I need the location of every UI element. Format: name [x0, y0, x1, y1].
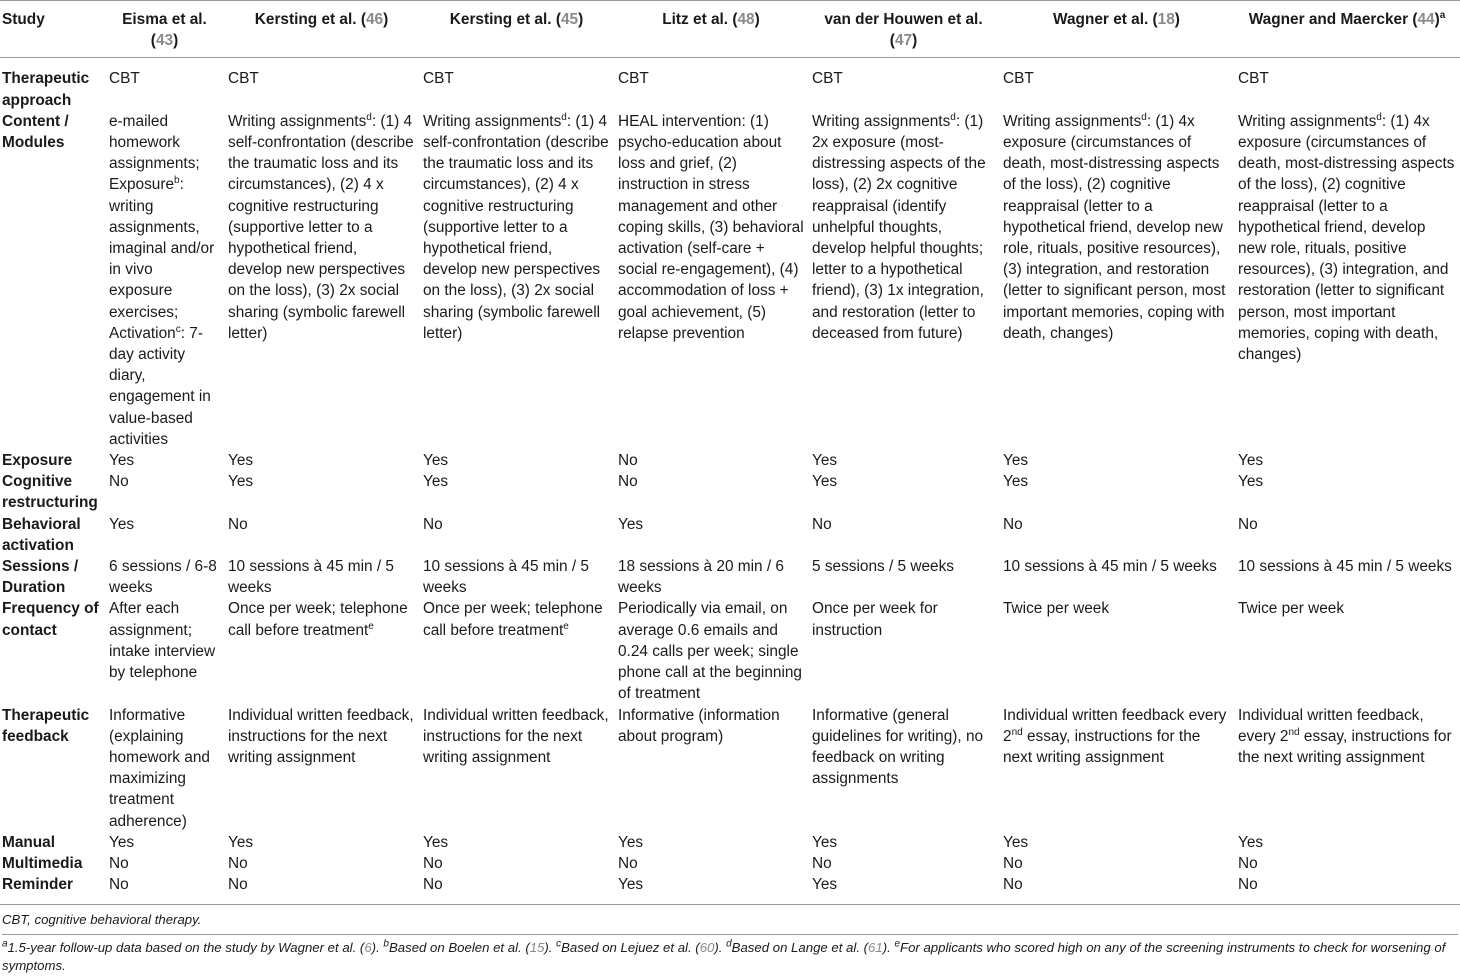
table-cell: Yes [109, 515, 135, 533]
table-cell: 10 sessions à 45 min / 5 weeks [1238, 558, 1452, 576]
table-cell: CBT [423, 70, 454, 88]
table-footnotes [0, 905, 1460, 976]
table-cell: 18 sessions à 20 min / 6 weeks [618, 558, 784, 597]
table-cell: Periodically via email, on average 0.6 emails and 0.24 calls per week; single phone call at the beginning of treatment [618, 600, 802, 703]
table-cell: No [1003, 515, 1023, 533]
row-label: Content / Modules [2, 112, 69, 152]
table-cell: Informative (explaining homework and maximizing treatment adherence) [109, 706, 210, 830]
header-col-7: Wagner and Maercker $(44)^a$ [1248, 9, 1446, 28]
table-row-behavioral [0, 514, 1460, 556]
row-label: Exposure [2, 452, 73, 470]
table-cell: Yes [423, 473, 449, 491]
table-cell: Yes [228, 473, 254, 491]
table-cell: Writing assignments$^d$: (1) 4 self-confrontation (describe the traumatic loss and its circumstances), (2) 4 x cognitive restructuring (supportive letter to a hypothetical friend, develop new perspectives on the loss), (3) 2x social sharing (symbolic farewell letter) [423, 111, 609, 342]
table-cell: Twice per week [1238, 600, 1345, 618]
table-cell: CBT [228, 70, 259, 88]
table-cell: No [228, 515, 248, 533]
row-label: Sessions / Duration [2, 558, 79, 597]
table-cell: No [812, 854, 832, 872]
table-row-feedback [0, 705, 1460, 832]
table-cell: No [109, 854, 129, 872]
table-cell: Informative (information about program) [618, 706, 780, 745]
table-cell: CBT [1238, 70, 1269, 88]
table-cell: No [1238, 876, 1258, 894]
table-row-content [0, 111, 1460, 450]
table-cell: 10 sessions à 45 min / 5 weeks [1003, 558, 1217, 576]
row-label: Therapeutic approach [2, 70, 90, 109]
table-cell: HEAL intervention: (1) psycho-education about loss and grief, (2) instruction in stress management and other coping skills, (3) behavioral activation (self-care + social re-engagement), (4) accommodation of loss + goal achievement, (5) relapse prevention [618, 112, 804, 342]
row-label: Frequency of contact [2, 600, 99, 639]
table-row-frequency [0, 598, 1460, 704]
header-study: Study [2, 11, 45, 28]
table-cell: Yes [812, 473, 838, 491]
table-cell: No [423, 876, 443, 894]
table-cell: CBT [618, 70, 649, 88]
table-cell: CBT [1003, 70, 1034, 88]
table-cell: CBT [812, 70, 843, 88]
row-label: Behavioral activation [2, 515, 81, 554]
table-cell: Writing assignments$^d$: (1) 4 self-confrontation (describe the traumatic loss and its circumstances), (2) 4 x cognitive restructuring (supportive letter to a hypothetical friend, develop new perspectives on the loss), (3) 2x social sharing (symbolic farewell letter) [228, 111, 414, 342]
table-cell: 5 sessions / 5 weeks [812, 558, 955, 576]
row-label: Manual [2, 833, 56, 851]
table-cell: Yes [1238, 473, 1264, 491]
header-col-2: Kersting et al. (46) [254, 11, 389, 28]
table-cell: CBT [109, 70, 140, 88]
table-cell: Yes [812, 876, 838, 894]
header-col-3: Kersting et al. (45) [449, 11, 584, 28]
table-cell: Individual written feedback every 2nd essay, instructions for the next writing assignment [1003, 706, 1227, 766]
header-col-6: Wagner et al. (18) [1053, 11, 1180, 28]
table-cell: No [1238, 854, 1258, 872]
table-cell: No [228, 876, 248, 894]
footnote-abbreviation: CBT, cognitive behavioral therapy. [2, 911, 1458, 935]
table-cell: Twice per week [1003, 600, 1110, 618]
table-row-sessions [0, 556, 1460, 598]
table-cell: Once per week; telephone call before treatment$^e$ [423, 600, 603, 639]
table-cell: Yes [1238, 833, 1264, 851]
table-cell: Yes [228, 833, 254, 851]
table-cell: No [618, 854, 638, 872]
table-cell: No [618, 473, 638, 491]
table-cell: No [109, 876, 129, 894]
table-row-reminder [0, 874, 1460, 905]
footnote-markers: $^a$1.5-year follow-up data based on the study by Wagner et al. (6). $^b$Based on Boelen et al. (15). $^c$Based on Lejuez et al. (60). $^d$Based on Lange et al. (61). $^e$For applicants who scored high on any of the screening instruments to check for worsening of symptoms. [2, 938, 1446, 974]
table-cell: Yes [812, 833, 838, 851]
table-cell: No [423, 854, 443, 872]
table-cell: Yes [109, 452, 135, 470]
table-cell: No [618, 452, 638, 470]
header-row [0, 1, 1460, 58]
table-row-cognitive [0, 471, 1460, 513]
table-cell: Writing assignments$^d$: (1) 4x exposure (circumstances of death, most-distressing aspects of the loss), (2) cognitive reappraisal (letter to a hypothetical friend, develop new role, rituals, positive resources), (3) integration, and restoration (letter to significant person, most important memories, coping with death, changes) [1238, 111, 1455, 364]
header-col-4: Litz et al. (48) [662, 11, 760, 28]
table-cell: Individual written feedback, instructions for the next writing assignment [423, 706, 609, 766]
table-cell: Informative (general guidelines for writing), no feedback on writing assignments [812, 706, 984, 788]
table-cell: No [423, 515, 443, 533]
table-cell: No [1003, 854, 1023, 872]
table-cell: 10 sessions à 45 min / 5 weeks [423, 558, 589, 597]
table-cell: Yes [812, 452, 838, 470]
row-label: Multimedia [2, 854, 83, 872]
row-label: Cognitive restructuring [2, 473, 98, 512]
table-cell: No [228, 854, 248, 872]
table-cell: 6 sessions / 6-8 weeks [109, 558, 217, 597]
header-col-1: Eisma et al. (43) [122, 11, 207, 50]
table-cell: Yes [423, 452, 449, 470]
table-row-exposure [0, 450, 1460, 471]
table-cell: Yes [1238, 452, 1264, 470]
table-cell: Individual written feedback, every 2nd essay, instructions for the next writing assignment [1238, 706, 1452, 766]
table-cell: e-mailed homework assignments; Exposure$^b$: writing assignments, imaginal and/or in vivo exposure exercises; Activation$^c$: 7-day activity diary, engagement in value-based activities [109, 112, 215, 448]
table-cell: Once per week for instruction [812, 600, 938, 639]
table-cell: No [109, 473, 129, 491]
table-cell: Yes [109, 833, 135, 851]
table-cell: Writing assignments$^d$: (1) 2x exposure (most-distressing aspects of the loss), (2) 2x cognitive reappraisal (identify unhelpful thoughts, develop helpful thoughts; letter to a hypothetical friend), (3) 1x integration, and restoration (letter to deceased from future) [812, 111, 986, 342]
table-cell: Yes [1003, 833, 1029, 851]
table-cell: After each assignment; intake interview by telephone [109, 600, 216, 682]
table-row-multimedia [0, 853, 1460, 874]
table-cell: No [812, 515, 832, 533]
row-label: Therapeutic feedback [2, 706, 90, 745]
table-cell: Yes [618, 876, 644, 894]
table-cell: No [1238, 515, 1258, 533]
header-col-5: van der Houwen et al. (47) [824, 11, 983, 50]
table-cell: 10 sessions à 45 min / 5 weeks [228, 558, 394, 597]
table-cell: Yes [423, 833, 449, 851]
table-cell: Yes [618, 515, 644, 533]
table-cell: Writing assignments$^d$: (1) 4x exposure (circumstances of death, most-distressing aspects of the loss), (2) cognitive reappraisal (letter to a hypothetical friend, develop new role, rituals, positive resources), (3) integration, and restoration (letter to significant person, most important memories, coping with death, changes) [1003, 111, 1226, 342]
table-cell: Yes [618, 833, 644, 851]
table-cell: Yes [1003, 473, 1029, 491]
table-cell: Once per week; telephone call before treatment$^e$ [228, 600, 408, 639]
table-cell: No [1003, 876, 1023, 894]
table-cell: Individual written feedback, instructions for the next writing assignment [228, 706, 414, 766]
table-cell: Yes [228, 452, 254, 470]
table-row-manual [0, 832, 1460, 853]
table-cell: Yes [1003, 452, 1029, 470]
table-row-approach [0, 58, 1460, 111]
row-label: Reminder [2, 876, 73, 894]
